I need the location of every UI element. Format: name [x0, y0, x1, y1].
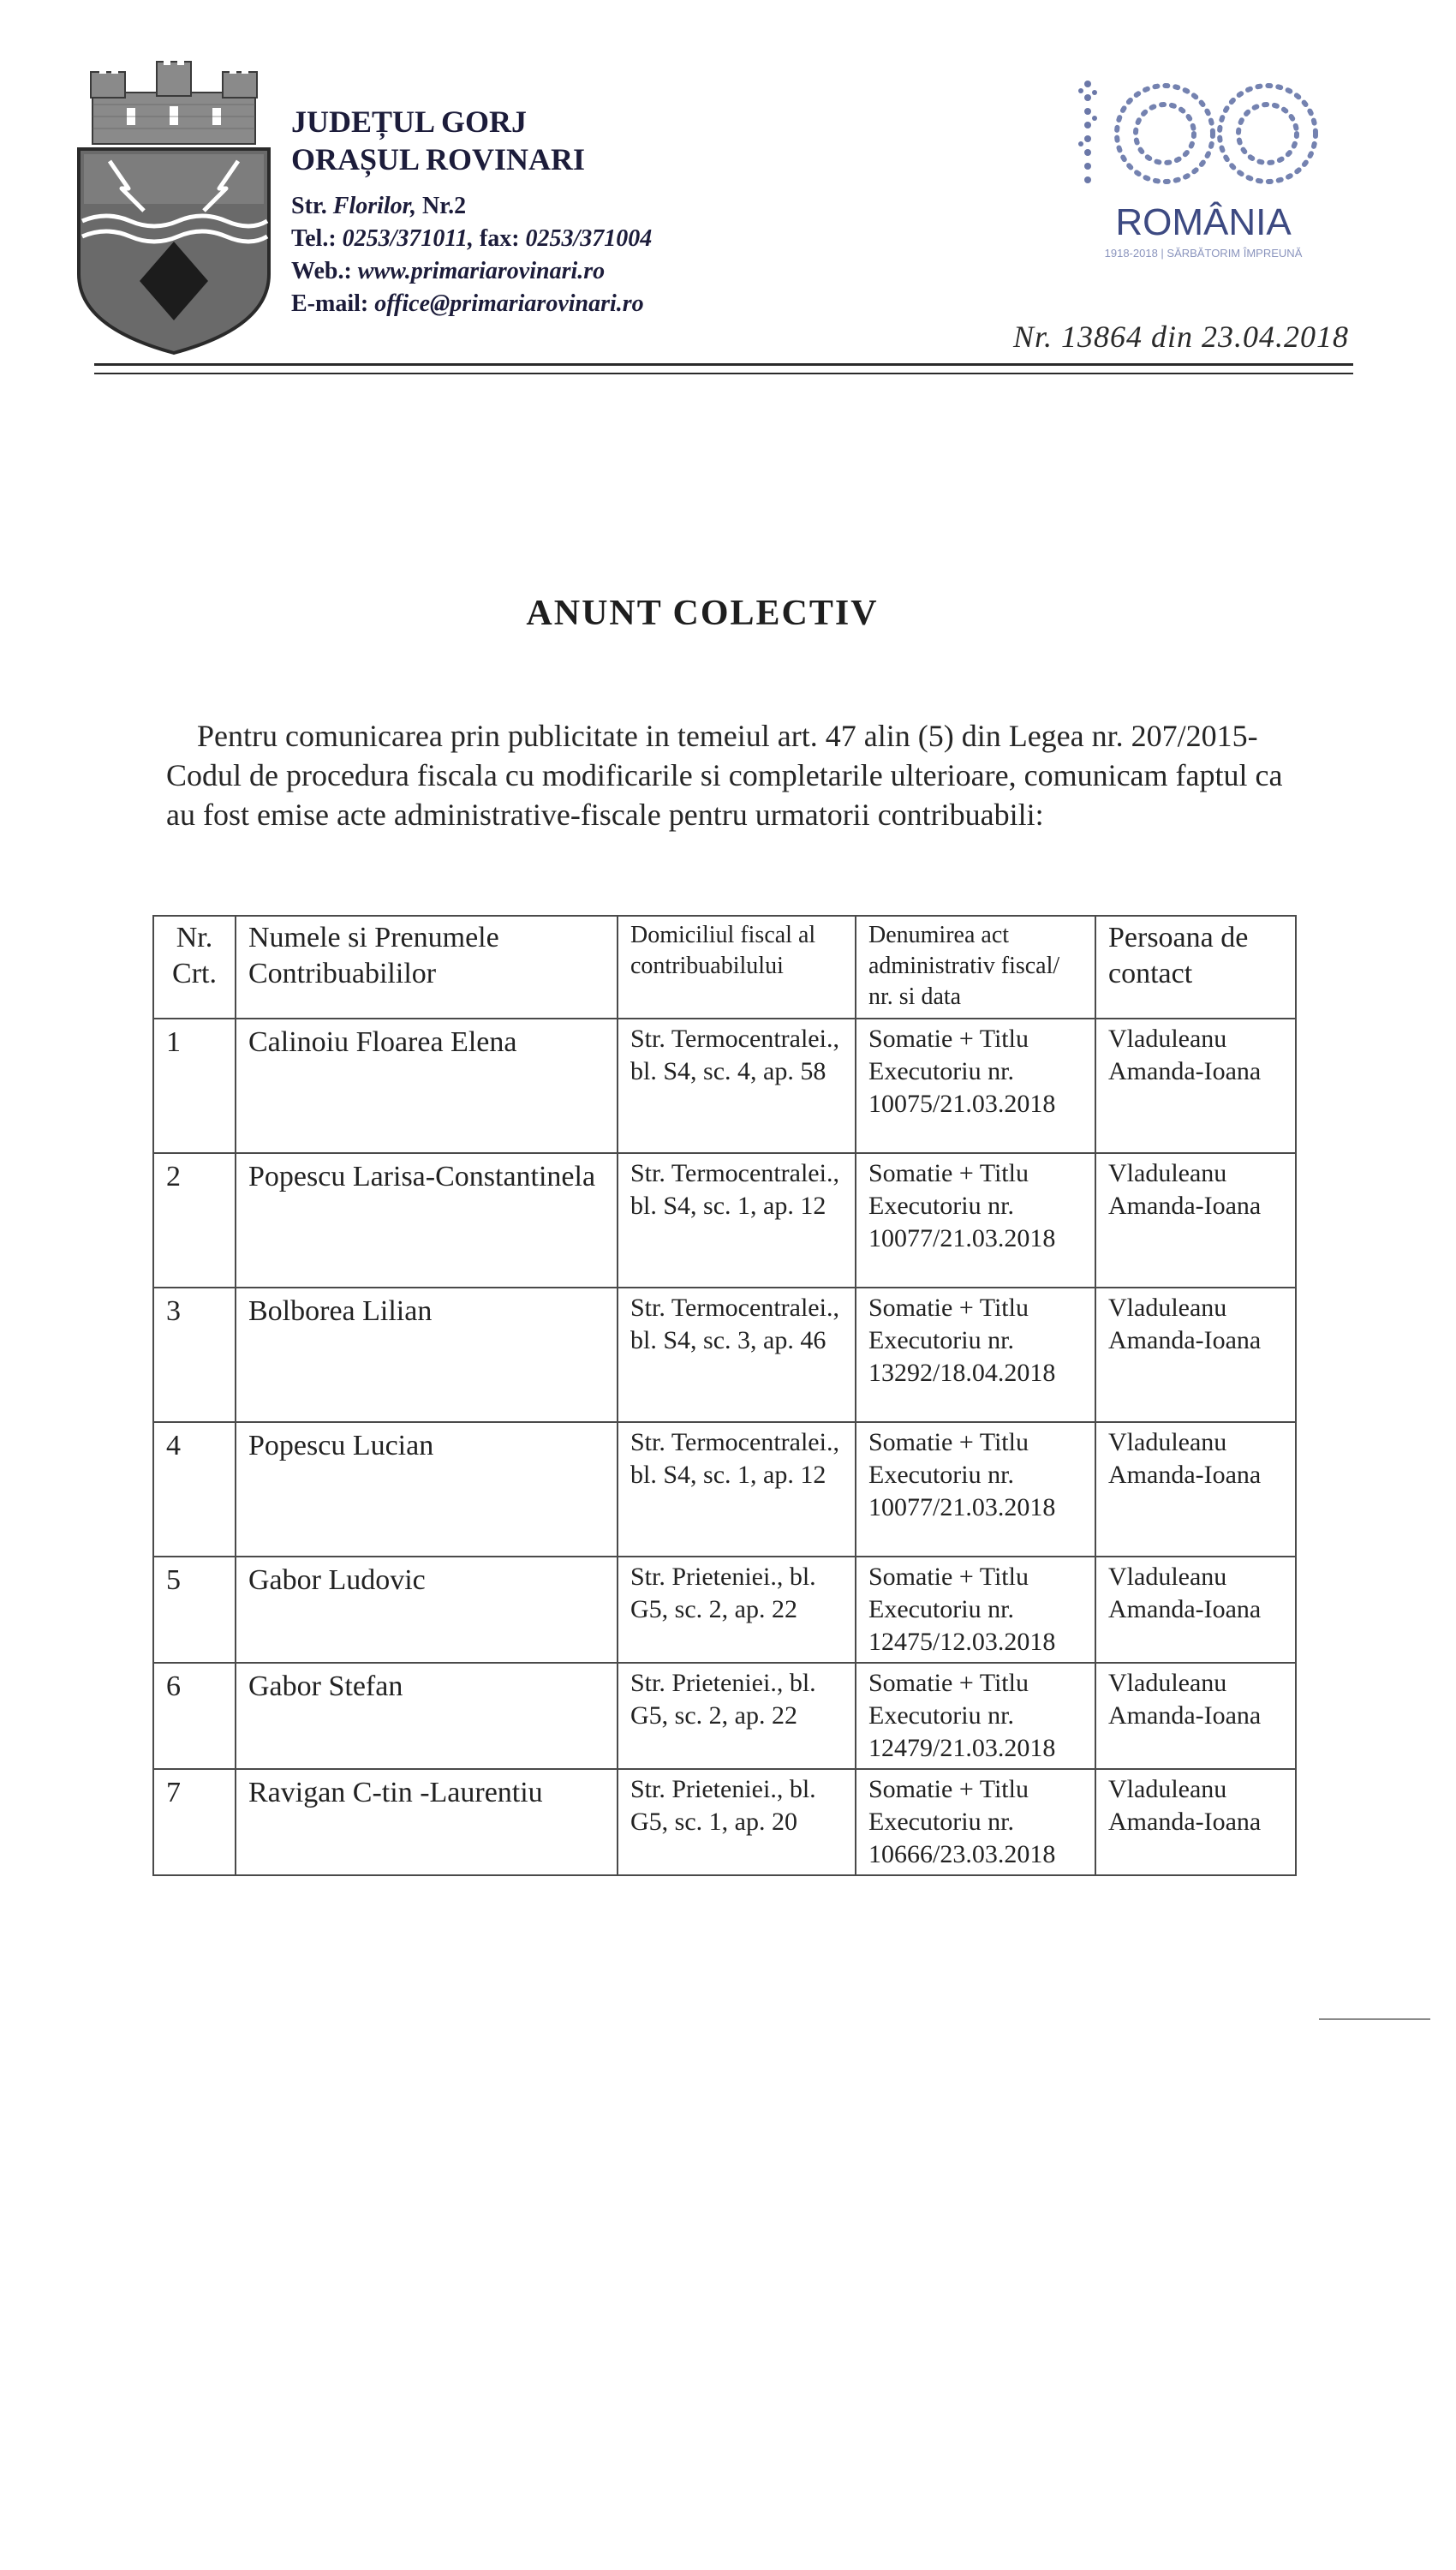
row-contact: Vladuleanu Amanda-Ioana	[1095, 1663, 1296, 1769]
page-title: ANUNT COLECTIV	[526, 594, 879, 633]
row-nr: 6	[153, 1663, 236, 1769]
romania-centenary-logo	[1062, 67, 1345, 272]
table-row	[153, 1019, 1296, 1153]
municipality-header	[291, 103, 652, 320]
row-act: Somatie + Titlu Executoriu nr. 10075/21.03.2018	[856, 1019, 1095, 1153]
table-row	[153, 1422, 1296, 1557]
centenary-country: ROMÂNIA	[1115, 201, 1292, 243]
city-coat-of-arms-icon	[75, 60, 272, 356]
row-contact: Vladuleanu Amanda-Ioana	[1095, 1557, 1296, 1663]
address-line: Str. Florilor, Nr.2	[291, 193, 467, 219]
row-act: Somatie + Titlu Executoriu nr. 12479/21.03.2018	[856, 1663, 1095, 1769]
header-nr: Nr. Crt.	[153, 916, 236, 1019]
header-divider-secondary	[94, 373, 1353, 374]
row-address: Str. Termocentralei., bl. S4, sc. 1, ap. 12	[618, 1153, 856, 1288]
row-act: Somatie + Titlu Executoriu nr. 10077/21.03.2018	[856, 1422, 1095, 1557]
table-header-row	[153, 916, 1296, 1019]
website-link[interactable]: www.primariarovinari.ro	[357, 258, 606, 284]
county-name: JUDEȚUL GORJ	[291, 105, 528, 139]
row-address: Str. Prieteniei., bl. G5, sc. 2, ap. 22	[618, 1663, 856, 1769]
row-address: Str. Termocentralei., bl. S4, sc. 3, ap. 46	[618, 1288, 856, 1422]
table-row	[153, 1288, 1296, 1422]
header-address: Domiciliul fiscal al contribuabilului	[618, 916, 856, 1019]
taxpayers-table	[152, 915, 1297, 1876]
row-contact: Vladuleanu Amanda-Ioana	[1095, 1769, 1296, 1875]
email-line: E-mail: office@primariarovinari.ro	[291, 290, 644, 317]
row-address: Str. Termocentralei., bl. S4, sc. 4, ap. 58	[618, 1019, 856, 1153]
phone-line: Tel.: 0253/371011, fax: 0253/371004	[291, 225, 653, 252]
header-name: Numele si Prenumele Contribuabililor	[236, 916, 618, 1019]
centenary-tagline: 1918-2018 | SĂRBĂTORIM ÎMPREUNĂ	[1104, 247, 1303, 260]
row-nr: 2	[153, 1153, 236, 1288]
row-name: Bolborea Lilian	[236, 1288, 618, 1422]
header-contact: Persoana de contact	[1095, 916, 1296, 1019]
row-name: Popescu Lucian	[236, 1422, 618, 1557]
row-name: Gabor Ludovic	[236, 1557, 618, 1663]
row-contact: Vladuleanu Amanda-Ioana	[1095, 1153, 1296, 1288]
row-nr: 3	[153, 1288, 236, 1422]
intro-paragraph: Pentru comunicarea prin publicitate in temeiul art. 47 alin (5) din Legea nr. 207/2015- Codul de procedura fiscala cu modificarile si completarile ulterioare, comunicam faptul ca au fost emise acte administrative-fiscale pentru urmatorii contribuabili:	[166, 719, 1283, 832]
row-act: Somatie + Titlu Executoriu nr. 10077/21.03.2018	[856, 1153, 1095, 1288]
web-line: Web.: www.primariarovinari.ro	[291, 258, 606, 284]
row-nr: 7	[153, 1769, 236, 1875]
table-row	[153, 1557, 1296, 1663]
row-name: Calinoiu Floarea Elena	[236, 1019, 618, 1153]
row-act: Somatie + Titlu Executoriu nr. 10666/23.03.2018	[856, 1769, 1095, 1875]
row-address: Str. Prieteniei., bl. G5, sc. 1, ap. 20	[618, 1769, 856, 1875]
row-name: Ravigan C-tin -Laurentiu	[236, 1769, 618, 1875]
row-name: Popescu Larisa-Constantinela	[236, 1153, 618, 1288]
header-divider	[94, 363, 1353, 366]
row-contact: Vladuleanu Amanda-Ioana	[1095, 1422, 1296, 1557]
registration-number: Nr. 13864 din 23.04.2018	[1012, 320, 1349, 354]
header-act: Denumirea act administrativ fiscal/ nr. si data	[856, 916, 1095, 1019]
table-row	[153, 1153, 1296, 1288]
email-link[interactable]: office@primariarovinari.ro	[374, 290, 644, 317]
table-row	[153, 1663, 1296, 1769]
row-address: Str. Prieteniei., bl. G5, sc. 2, ap. 22	[618, 1557, 856, 1663]
row-nr: 1	[153, 1019, 236, 1153]
row-name: Gabor Stefan	[236, 1663, 618, 1769]
row-nr: 4	[153, 1422, 236, 1557]
row-nr: 5	[153, 1557, 236, 1663]
town-name: ORAȘUL ROVINARI	[291, 142, 586, 176]
signature-stroke	[1319, 2018, 1430, 2020]
row-act: Somatie + Titlu Executoriu nr. 13292/18.04.2018	[856, 1288, 1095, 1422]
row-address: Str. Termocentralei., bl. S4, sc. 1, ap. 12	[618, 1422, 856, 1557]
row-act: Somatie + Titlu Executoriu nr. 12475/12.03.2018	[856, 1557, 1095, 1663]
table-row	[153, 1769, 1296, 1875]
row-contact: Vladuleanu Amanda-Ioana	[1095, 1288, 1296, 1422]
row-contact: Vladuleanu Amanda-Ioana	[1095, 1019, 1296, 1153]
